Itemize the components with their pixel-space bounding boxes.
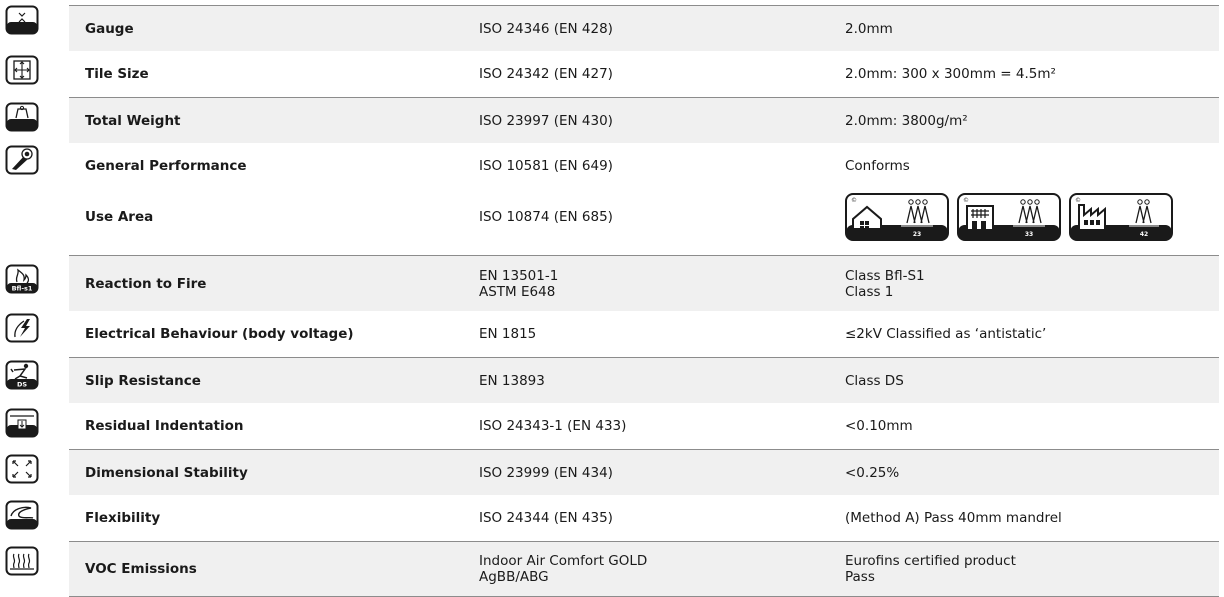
property-name: Total Weight xyxy=(85,112,181,129)
use-class-number: 23 xyxy=(912,231,922,238)
table-row xyxy=(69,495,1219,541)
test-standard: ISO 23997 (EN 430) xyxy=(479,112,613,129)
dimensional-stability-icon xyxy=(5,454,39,484)
fire-icon xyxy=(5,264,39,294)
quality-seal-icon xyxy=(5,145,39,175)
test-result: ≤2kV Classified as ‘antistatic’ xyxy=(845,326,1047,342)
svg-text:©: © xyxy=(851,197,857,204)
slip-class-label: DS xyxy=(16,380,28,389)
fire-class-label: Bfl-s1 xyxy=(11,284,33,293)
test-standard: ISO 23999 (EN 434) xyxy=(479,464,613,481)
test-standard: ISO 24344 (EN 435) xyxy=(479,510,613,526)
property-name: Dimensional Stability xyxy=(85,464,248,481)
property-icon-column xyxy=(0,0,50,597)
test-result: <0.10mm xyxy=(845,418,913,434)
table-row xyxy=(69,357,1219,403)
test-standard: ISO 24343-1 (EN 433) xyxy=(479,418,627,434)
property-name: General Performance xyxy=(85,158,247,174)
use-class-icons xyxy=(845,193,1215,241)
slip-icon xyxy=(5,360,39,390)
table-row xyxy=(69,311,1219,357)
indentation-icon xyxy=(5,408,39,438)
svg-text:©: © xyxy=(963,197,969,204)
property-name: Electrical Behaviour (body voltage) xyxy=(85,326,354,342)
flexibility-icon xyxy=(5,500,39,530)
voc-icon xyxy=(5,546,39,576)
use-class-number: 42 xyxy=(1139,231,1149,238)
test-standard: ASTM E648 xyxy=(479,283,556,300)
property-name: VOC Emissions xyxy=(85,561,197,577)
test-standard: EN 1815 xyxy=(479,326,537,342)
test-standard: EN 13501-1 xyxy=(479,267,559,284)
test-result: Class 1 xyxy=(845,283,894,300)
table-row xyxy=(69,5,1219,51)
table-row xyxy=(69,541,1219,597)
property-name: Flexibility xyxy=(85,510,161,526)
test-standard: EN 13893 xyxy=(479,372,545,389)
use-class-number: 33 xyxy=(1024,231,1034,238)
gauge-icon xyxy=(5,5,39,35)
electrical-icon xyxy=(5,313,39,343)
test-result: 2.0mm: 300 x 300mm = 4.5m² xyxy=(845,66,1056,82)
property-name: Residual Indentation xyxy=(85,418,244,434)
property-name: Reaction to Fire xyxy=(85,275,207,292)
industrial-class-icon xyxy=(1069,193,1173,241)
property-name: Tile Size xyxy=(85,66,149,82)
test-standard: ISO 24346 (EN 428) xyxy=(479,20,613,37)
residential-class-icon xyxy=(845,193,949,241)
table-row xyxy=(69,51,1219,97)
test-result: (Method A) Pass 40mm mandrel xyxy=(845,510,1062,526)
tile-size-icon xyxy=(5,55,39,85)
test-standard: AgBB/ABG xyxy=(479,569,549,585)
specification-table xyxy=(69,5,1219,597)
table-row xyxy=(69,189,1219,245)
test-result: 2.0mm: 3800g/m² xyxy=(845,112,968,129)
table-row xyxy=(69,449,1219,495)
test-result: Conforms xyxy=(845,158,910,174)
test-standard: ISO 10581 (EN 649) xyxy=(479,158,613,174)
test-result: Pass xyxy=(845,569,875,585)
property-name: Slip Resistance xyxy=(85,372,201,389)
svg-text:©: © xyxy=(1075,197,1081,204)
weight-icon xyxy=(5,102,39,132)
property-name: Gauge xyxy=(85,20,134,37)
test-result: <0.25% xyxy=(845,464,900,481)
table-row xyxy=(69,143,1219,189)
table-row xyxy=(69,97,1219,143)
commercial-class-icon xyxy=(957,193,1061,241)
table-row xyxy=(69,255,1219,311)
test-standard: Indoor Air Comfort GOLD xyxy=(479,553,648,569)
test-result: Class DS xyxy=(845,372,904,389)
test-standard: ISO 10874 (EN 685) xyxy=(479,209,613,225)
property-name: Use Area xyxy=(85,209,154,225)
test-standard: ISO 24342 (EN 427) xyxy=(479,66,613,82)
test-result: Eurofins certified product xyxy=(845,553,1016,569)
test-result: 2.0mm xyxy=(845,20,893,37)
table-row xyxy=(69,403,1219,449)
test-result: Class Bfl-S1 xyxy=(845,267,925,284)
